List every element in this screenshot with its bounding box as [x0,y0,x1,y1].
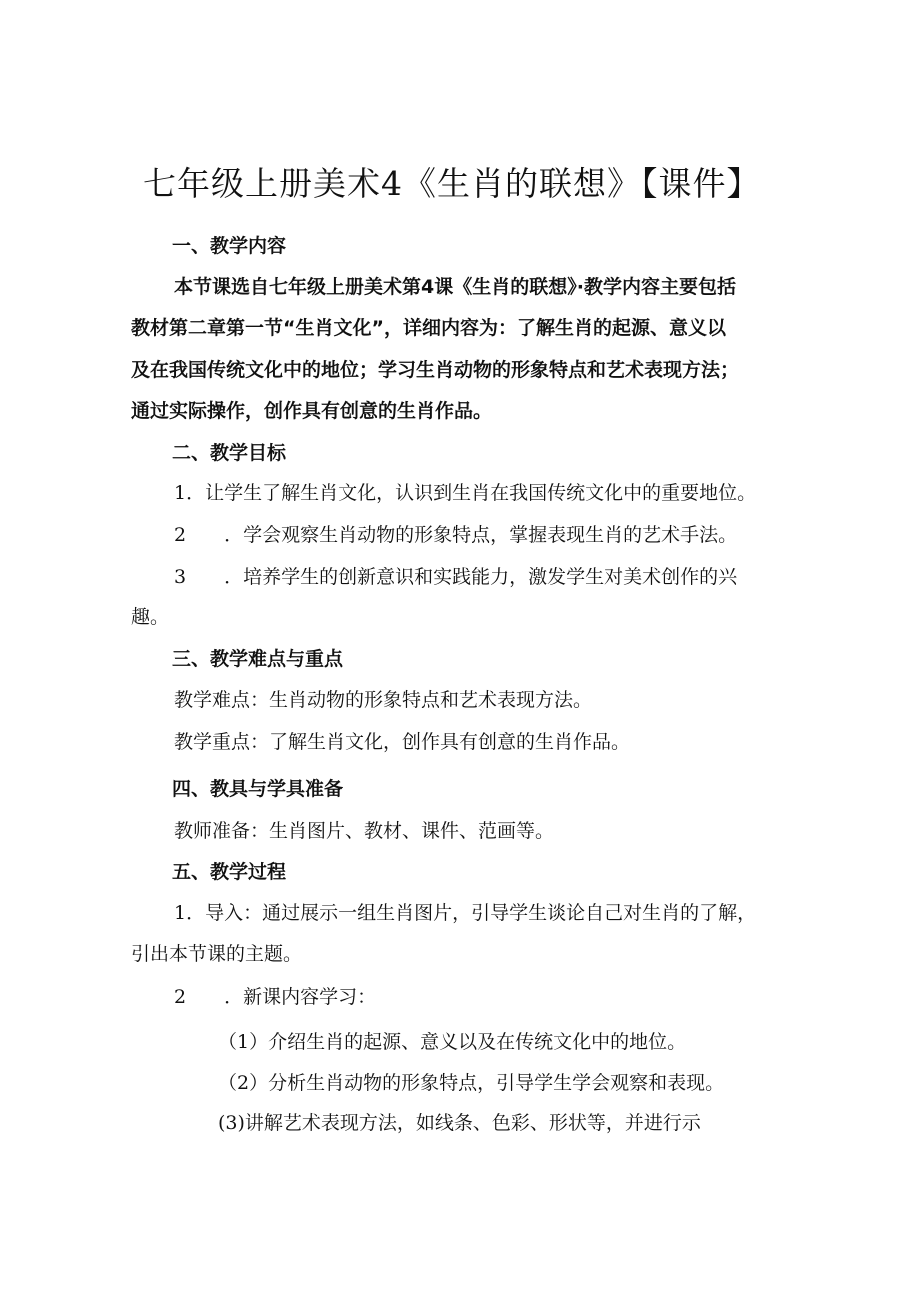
content-paragraph-line: 通过实际操作，创作具有创意的生肖作品。 [131,400,493,422]
goal-item: 3 ．培养学生的创新意识和实践能力，激发学生对美术创作的兴 [174,566,738,588]
section-heading-process: 五、教学过程 [172,861,287,883]
process-step: 1．导入：通过展示一组生肖图片，引导学生谈论自己对生肖的了解， [174,902,757,924]
process-step: 2 ．新课内容学习： [174,986,377,1008]
content-paragraph-line: 教材第二章第一节“生肖文化”，详细内容为：了解生肖的起源、意义以 [131,317,726,339]
section-heading-goals: 二、教学目标 [172,442,287,464]
goal-item-continuation: 趣。 [131,606,170,628]
difficulty-text: 教学难点：生肖动物的形象特点和艺术表现方法。 [174,689,593,711]
process-sub-item: (3)讲解艺术表现方法，如线条、色彩、形状等，并进行示 [218,1112,701,1134]
content-paragraph-line: 本节课选自七年级上册美术第4课《生肖的联想》·教学内容主要包括 [174,276,736,298]
section-heading-content: 一、教学内容 [172,235,287,257]
process-step-continuation: 引出本节课的主题。 [131,943,303,965]
process-sub-item: （2）分析生肖动物的形象特点，引导学生学会观察和表现。 [218,1072,725,1094]
teacher-prep-text: 教师准备：生肖图片、教材、课件、范画等。 [174,820,555,842]
section-heading-materials: 四、教具与学具准备 [172,778,344,800]
process-sub-item: （1）介绍生肖的起源、意义以及在传统文化中的地位。 [218,1031,687,1053]
goal-item: 1．让学生了解生肖文化，认识到生肖在我国传统文化中的重要地位。 [174,482,757,504]
document-title: 七年级上册美术4《生肖的联想》【课件】 [143,164,761,203]
goal-item: 2 ．学会观察生肖动物的形象特点，掌握表现生肖的艺术手法。 [174,524,738,546]
key-point-text: 教学重点：了解生肖文化，创作具有创意的生肖作品。 [174,731,631,753]
content-paragraph-line: 及在我国传统文化中的地位；学习生肖动物的形象特点和艺术表现方法； [131,359,740,381]
section-heading-difficulty: 三、教学难点与重点 [172,648,344,670]
